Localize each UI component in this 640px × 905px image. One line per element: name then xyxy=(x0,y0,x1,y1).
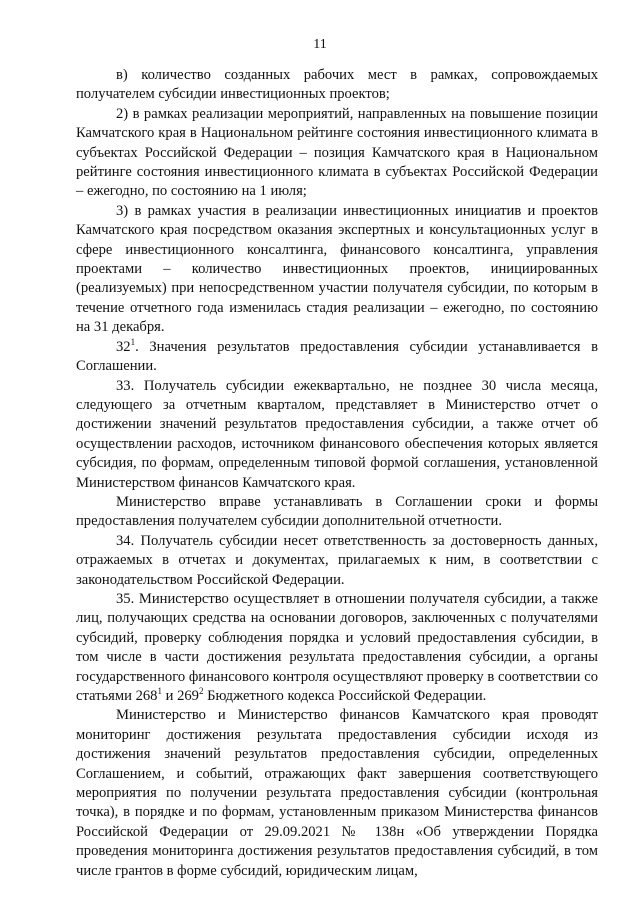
paragraph-clause-35 xyxy=(76,590,598,706)
paragraph-item-3: 3) в рамках участия в реализации инвестиционных инициатив и проектов Камчатского края посредством оказания экспертных и консультационных услуг в сфере инвестиционного консалтинга, финансового консалтинга, управления проектами – количество инвестиционных проектов, инициированных (реализуемых) при непосредственном участии получателя субсидии, по которым в течение отчетного года изменилась стадия реализации – ежегодно, по состоянию на 31 декабря. xyxy=(76,202,598,336)
clause-35-text-start: 35. Министерство осуществляет в отношении получателя субсидии, а также лиц, получающих средства на основании договоров, заключенных с получателями субсидий, проверку соблюдения порядка и условий предоставления субсидии, в том числе в части достижения результата предоставления субсидии, а органы государственного финансового контроля осуществляют проверку в соответствии со статьями 268 xyxy=(76,590,598,704)
paragraph-clause-32-1 xyxy=(76,338,598,377)
clause-superscript: 1 xyxy=(130,336,136,347)
article-268-superscript: 1 xyxy=(157,686,162,697)
clause-number: 32 xyxy=(116,338,131,355)
paragraph-clause-33-extra: Министерство вправе устанавливать в Соглашении сроки и формы предоставления получателем субсидии дополнительной отчетности. xyxy=(76,493,598,530)
paragraph-clause-33: 33. Получатель субсидии ежеквартально, не позднее 30 числа месяца, следующего за отчетным кварталом, представляет в Министерство отчет о достижении значений результатов предоставления субсидии, а также отчет об осуществлении расходов, источником финансового обеспечения которых является субсидия, по формам, определенным типовой формой соглашения, установленной Министерством финансов Камчатского края. xyxy=(76,377,598,491)
clause-text: . Значения результатов предоставления субсидии устанавливается в Соглашении. xyxy=(76,338,598,375)
clause-35-text-middle: и 269 xyxy=(161,688,199,704)
paragraph-clause-35-monitoring: Министерство и Министерство финансов Камчатского края проводят мониторинг достижения результата предоставления субсидии исходя из достижения значений результатов предоставления субсидии, определенных Соглашением, и событий, отражающих факт завершения соответствующего мероприятия по получении результата предоставления субсидии (контрольная точка), в порядке и по формам, установленным приказом Министерства финансов Российской Федерации от 29.09.2021 № 138н «Об утверждении Порядка проведения мониторинга достижения результатов предоставления субсидий, в том числе грантов в форме субсидий, юридическим лицам, xyxy=(76,707,598,879)
article-269-superscript: 2 xyxy=(198,686,204,697)
paragraph-clause-34: 34. Получатель субсидии несет ответственность за достоверность данных, отражаемых в отчетах и документах, прилагаемых к ним, в соответствии с законодательством Российской Федерации. xyxy=(76,532,598,588)
page-number: 11 xyxy=(313,37,327,52)
document-body xyxy=(76,66,598,881)
paragraph-item-v: в) количество созданных рабочих мест в рамках, сопровождаемых получателем субсидии инвестиционных проектов; xyxy=(76,67,598,103)
clause-35-text-end: Бюджетного кодекса Российской Федерации. xyxy=(203,688,487,704)
paragraph-item-2: 2) в рамках реализации мероприятий, направленных на повышение позиции Камчатского края в Национальном рейтинге состояния инвестиционного климата в субъектах Российской Федерации – позиция Камчатского края в Национальном рейтинге состояния инвестиционного климата в субъектах Российской Федерации – ежегодно, по состоянию на 1 июля; xyxy=(76,105,598,200)
